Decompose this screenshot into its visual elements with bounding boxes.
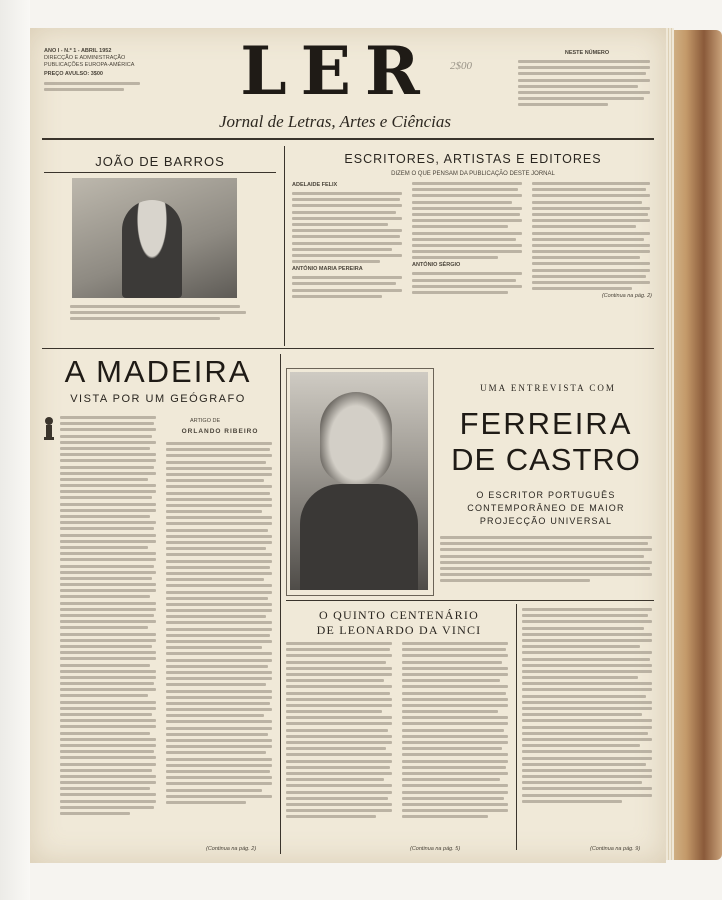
newspaper-page xyxy=(30,28,666,863)
writers-col-2 xyxy=(412,182,524,344)
madeira-subtitle: VISTA POR UM GEÓGRAFO xyxy=(70,393,246,405)
writers-col-3 xyxy=(532,182,652,344)
publisher-line: PUBLICAÇÕES EUROPA-AMÉRICA xyxy=(44,62,135,68)
leonardo-top-rule xyxy=(286,600,654,601)
masthead-title: LER xyxy=(240,32,434,110)
interview-tag-3: PROJECÇÃO UNIVERSAL xyxy=(479,516,613,526)
interview-name-1: FERREIRA xyxy=(459,406,633,441)
writer-name-1: ADELAIDE FÉLIX xyxy=(292,182,338,188)
joao-de-barros-photo xyxy=(72,178,237,298)
mid-rule xyxy=(42,348,654,349)
writers-subheading: DIZEM O QUE PENSAM DA PUBLICAÇÃO DESTE JORNAL xyxy=(391,171,555,177)
portrait-body xyxy=(300,484,418,590)
issue-info-block xyxy=(44,48,152,94)
madeira-title: A MADEIRA xyxy=(64,354,252,389)
interview-continued: (Continua na pág. 9) xyxy=(590,846,641,852)
issue-line: ANO I - N.º 1 - ABRIL 1952 xyxy=(44,48,112,54)
writers-col-1 xyxy=(292,182,404,344)
masthead-subtitle: Jornal de Letras, Artes e Ciências xyxy=(219,112,451,131)
contents-block xyxy=(518,50,656,110)
writers-continued: (Continua na pág. 2) xyxy=(601,293,652,300)
leonardo-col-2 xyxy=(402,642,510,848)
writers-heading: ESCRITORES, ARTISTAS E EDITORES xyxy=(344,152,602,166)
madeira-vertical-rule xyxy=(280,354,281,854)
madeira-col-1 xyxy=(60,416,158,852)
madeira-col-2 xyxy=(166,442,274,842)
madeira-author-label: ARTIGO DE xyxy=(190,418,221,424)
portrait-head xyxy=(320,392,392,484)
madeira-author: ORLANDO RIBEIRO xyxy=(181,428,259,435)
ornament-icon xyxy=(42,416,56,442)
handwritten-price: 2$00 xyxy=(450,60,472,72)
ferreira-de-castro-photo xyxy=(290,372,428,590)
writer-name-2: ANTÓNIO MARIA PEREIRA xyxy=(292,266,363,273)
interview-intro xyxy=(440,536,654,592)
ornament-figure-icon xyxy=(42,416,56,442)
masthead-rule xyxy=(42,138,654,140)
contents-heading: NESTE NÚMERO xyxy=(564,50,610,56)
interview-col xyxy=(522,608,654,840)
writer-name-3: ANTÓNIO SÉRGIO xyxy=(412,262,461,269)
interview-column-rule xyxy=(516,604,517,850)
joao-caption xyxy=(70,305,250,324)
leonardo-continued: (Continua na pág. 5) xyxy=(410,846,461,852)
leonardo-col-1 xyxy=(286,642,394,848)
admin-line: DIRECÇÃO E ADMINISTRAÇÃO xyxy=(44,55,126,61)
interview-tag-2: CONTEMPORÂNEO DE MAIOR xyxy=(467,503,625,513)
interview-tag-1: O ESCRITOR PORTUGUÊS xyxy=(476,490,616,500)
joao-de-barros-heading: JOÃO DE BARROS xyxy=(95,154,225,169)
interview-kicker: UMA ENTREVISTA COM xyxy=(480,383,616,393)
leonardo-title-2: DE LEONARDO DA VINCI xyxy=(316,623,482,637)
photo-figure xyxy=(122,200,182,298)
madeira-continued: (Continua na pág. 2) xyxy=(206,846,257,852)
left-page-edge xyxy=(0,0,30,900)
price-line: PREÇO AVULSO: 3$00 xyxy=(44,71,103,77)
top-vertical-rule xyxy=(284,146,285,346)
interview-name-2: DE CASTRO xyxy=(451,442,641,477)
joao-heading-rule xyxy=(44,172,276,173)
leonardo-title-1: O QUINTO CENTENÁRIO xyxy=(319,608,479,622)
